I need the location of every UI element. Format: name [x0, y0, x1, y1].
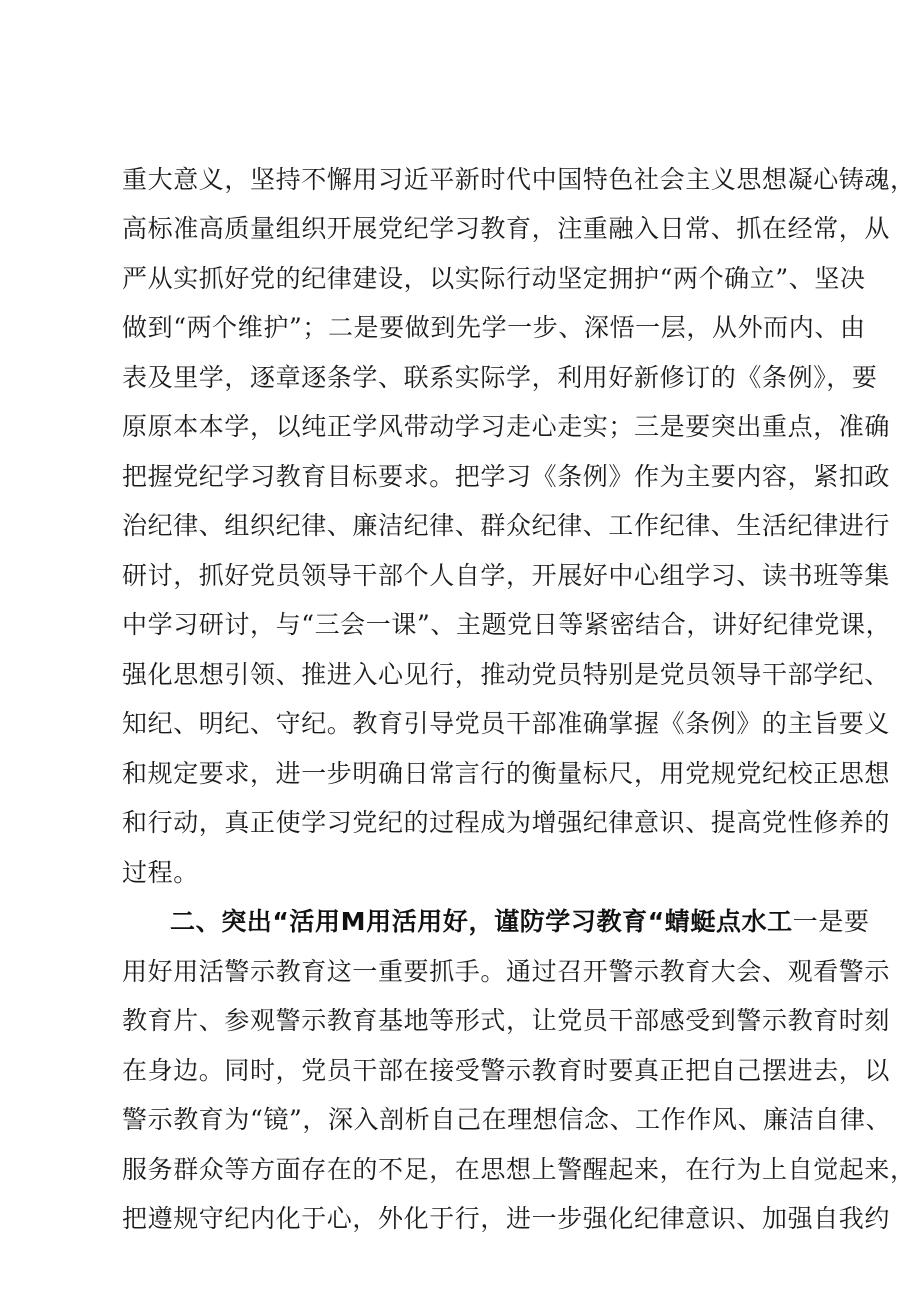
body-text-line: 中学习研讨，与“三会一课”、主题党日等紧密结合，讲好纪律党课， — [122, 610, 892, 639]
section-heading-line — [170, 903, 870, 941]
body-text-line: 治纪律、组织纪律、廉洁纪律、群众纪律、工作纪律、生活纪律进行 — [122, 511, 891, 540]
body-text-line: 高标准高质量组织开展党纪学习教育，注重融入日常、抓在经常，从 — [122, 214, 891, 243]
body-text-line: 重大意义，坚持不懈用习近平新时代中国特色社会主义思想凝心铸魂， — [122, 165, 916, 194]
body-text-line: 知纪、明纪、守纪。教育引导党员干部准确掌握《条例》的主旨要义 — [122, 709, 891, 738]
body-text-line: 服务群众等方面存在的不足，在思想上警醒起来，在行为上自觉起来， — [122, 1155, 916, 1184]
body-text-line: 警示教育为“镜”，深入剖析自己在理想信念、工作作风、廉洁自律、 — [122, 1105, 892, 1134]
body-text-line: 把握党纪学习教育目标要求。把学习《条例》作为主要内容，紧扣政 — [122, 462, 891, 491]
body-text-line: 把遵规守纪内化于心，外化于行，进一步强化纪律意识、加强自我约 — [122, 1204, 891, 1233]
section-heading: 二、突出“活用M用活用好，谨防学习教育“蜻蜓点水工 — [170, 907, 793, 936]
body-text-line: 在身边。同时，党员干部在接受警示教育时要真正把自己摆进去，以 — [122, 1056, 891, 1085]
body-text-line: 用好用活警示教育这一重要抓手。通过召开警示教育大会、观看警示 — [122, 957, 891, 986]
body-text-line: 教育片、参观警示教育基地等形式，让党员干部感受到警示教育时刻 — [122, 1006, 891, 1035]
body-text-line: 强化思想引领、推进入心见行，推动党员特别是党员领导干部学纪、 — [122, 660, 891, 689]
section-heading-tail: 一是要 — [792, 907, 870, 936]
body-text-line: 做到“两个维护”；二是要做到先学一步、深悟一层，从外而内、由 — [122, 313, 866, 342]
body-text-line: 原原本本学，以纯正学风带动学习走心走实；三是要突出重点，准确 — [122, 412, 891, 441]
body-text-line: 过程。 — [122, 858, 199, 887]
body-text-line: 研讨，抓好党员领导干部个人自学，开展好中心组学习、读书班等集 — [122, 561, 891, 590]
body-text-line: 和行动，真正使学习党纪的过程成为增强纪律意识、提高党性修养的 — [122, 808, 891, 837]
body-text-line: 严从实抓好党的纪律建设，以实际行动坚定拥护“两个确立”、坚决 — [122, 264, 866, 293]
body-text-line: 和规定要求，进一步明确日常言行的衡量标尺，用党规党纪校正思想 — [122, 759, 891, 788]
body-text-line: 表及里学，逐章逐条学、联系实际学，利用好新修订的《条例》，要 — [122, 363, 878, 392]
